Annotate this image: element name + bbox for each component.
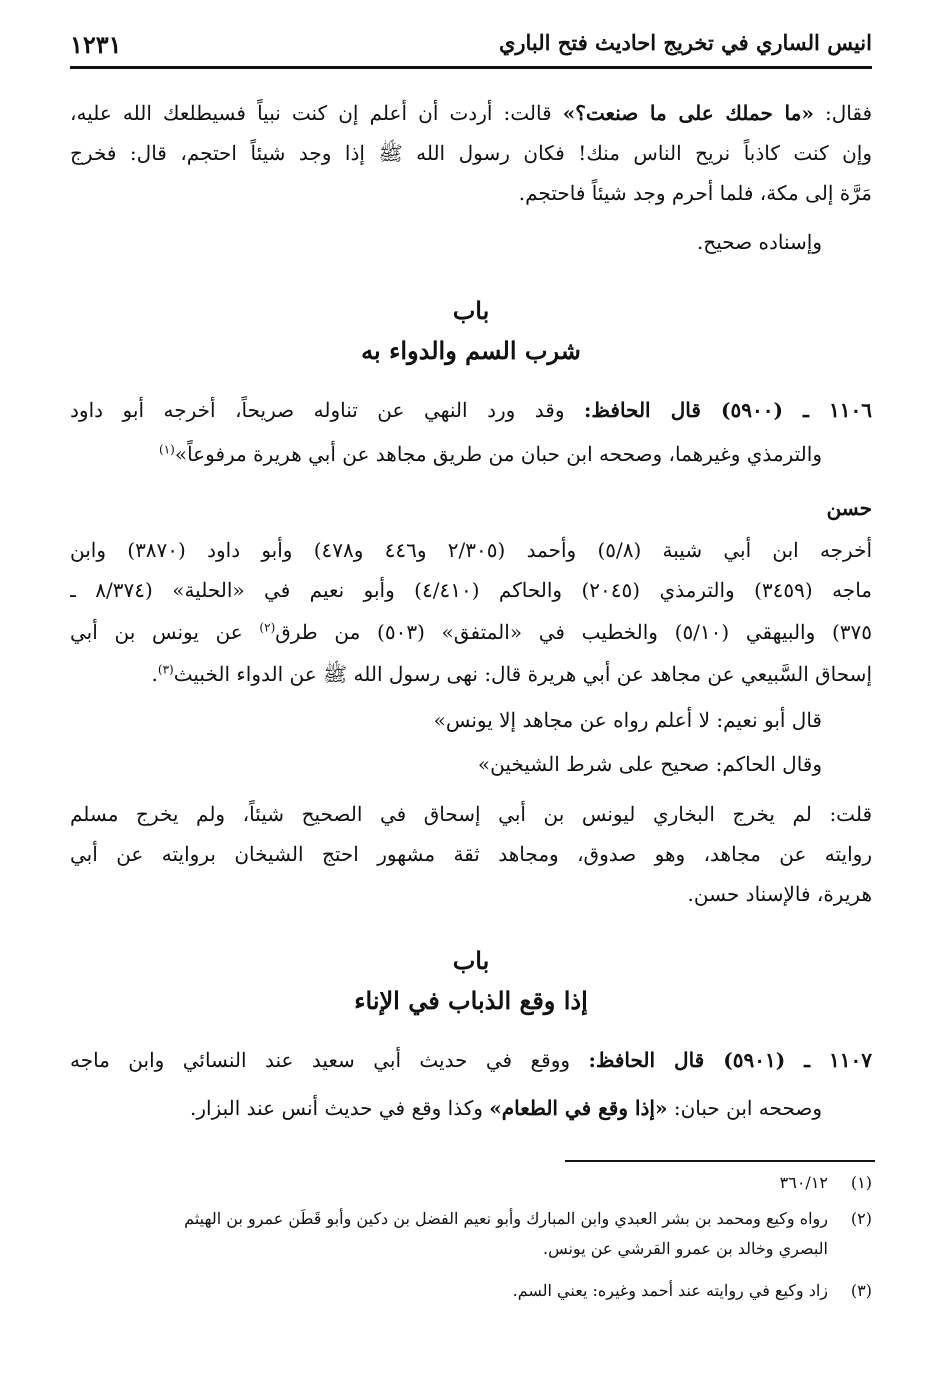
- takhrij-line-1: أخرجه ابن أبي شيبة (٥/٨) وأحمد (٢/٣٠٥ و٤٤٦ و٤٧٨) وأبو داود (٣٨٧٠) وابن: [70, 538, 872, 562]
- hakim-quote: وقال الحاكم: صحيح على شرط الشيخين»: [477, 752, 822, 776]
- footnote-ref-2[interactable]: (٢): [259, 620, 276, 635]
- running-header: [70, 28, 872, 64]
- footnote-1: (١)٣٦٠/١٢: [779, 1173, 872, 1192]
- intro-line-2: وإن كنت كاذباً نريح الناس منك! فكان رسول الله ﷺ إذا وجد شيئاً احتجم، قال: فخرج: [70, 141, 872, 165]
- hadith-1106-line-1: ١١٠٦ ـ (٥٩٠٠) قال الحافظ: وقد ورد النهي عن تناوله صريحاً، أخرجه أبو داود: [70, 398, 872, 422]
- comment-line-1: قلت: لم يخرج البخاري ليونس بن أبي إسحاق في الصحيح شيئاً، ولم يخرج مسلم: [70, 802, 872, 826]
- grade-heading: حسن: [826, 496, 872, 520]
- comment-line-3: هريرة، فالإسناد حسن.: [687, 882, 872, 906]
- footnote-ref-1[interactable]: (١): [159, 442, 175, 457]
- hadith-1107-line-2: وصححه ابن حبان: «إذا وقع في الطعام» وكذا وقع في حديث أنس عند البزار.: [190, 1096, 822, 1120]
- section-2-title: إذا وقع الذباب في الإناء: [354, 986, 588, 1015]
- takhrij-line-3: ٣٧٥) والبيهقي (٥/١٠) والخطيب في «المتفق» (٥٠٣) من طرق$^{(٢)}$ عن يونس بن أبي: [70, 620, 872, 644]
- comment-line-2: روايته عن مجاهد، وهو صدوق، ومجاهد ثقة مشهور احتج الشيخان بروايته عن أبي: [70, 842, 872, 866]
- section-1-bab: باب: [452, 296, 490, 325]
- isnad-grade-line: وإسناده صحيح.: [696, 230, 822, 254]
- section-2-bab: باب: [452, 946, 490, 975]
- footnote-separator: [565, 1160, 875, 1162]
- page-number: ١٢٣١: [70, 30, 122, 59]
- footnote-2: (٢)رواه وكيع ومحمد بن بشر العبدي وابن المبارك وأبو نعيم الفضل بن دكين وأبو قَطَن عمرو بن الهيثم: [184, 1209, 872, 1228]
- section-1-title: شرب السم والدواء به: [361, 336, 581, 365]
- intro-line-1: فقال: «ما حملك على ما صنعت؟» قالت: أردت أن أعلم إن كنت نبياً فسيطلعك الله عليه،: [70, 101, 872, 125]
- footnote-3: (٣)زاد وكيع في روايته عند أحمد وغيره: يعني السم.: [512, 1281, 872, 1300]
- takhrij-line-4: إسحاق السَّبيعي عن مجاهد عن أبي هريرة قال: نهى رسول الله ﷺ عن الدواء الخبيث$^{(٣)}$.: [151, 662, 872, 686]
- intro-line-3: مَرَّة إلى مكة، فلما أحرم وجد شيئاً فاحتجم.: [518, 181, 872, 205]
- hadith-1107-line-1: ١١٠٧ ـ (٥٩٠١) قال الحافظ: ووقع في حديث أبي سعيد عند النسائي وابن ماجه: [70, 1048, 872, 1072]
- book-title: انيس الساري في تخريج احاديث فتح الباري: [498, 30, 872, 55]
- abu-nuaym-quote: قال أبو نعيم: لا أعلم رواه عن مجاهد إلا يونس»: [433, 708, 822, 732]
- header-rule: [70, 66, 872, 69]
- hadith-1106-line-2: والترمذي وغيرهما، وصححه ابن حبان من طريق مجاهد عن أبي هريرة مرفوعاً»$^{(١)}$: [159, 442, 822, 466]
- footnote-ref-3[interactable]: (٣): [157, 662, 174, 677]
- takhrij-line-2: ماجه (٣٤٥٩) والترمذي (٢٠٤٥) والحاكم (٤/٤١٠) وأبو نعيم في «الحلية» (٨/٣٧٤ ـ: [70, 578, 872, 602]
- footnote-2-continued: البصري وخالد بن عمرو القرشي عن يونس.: [542, 1239, 828, 1258]
